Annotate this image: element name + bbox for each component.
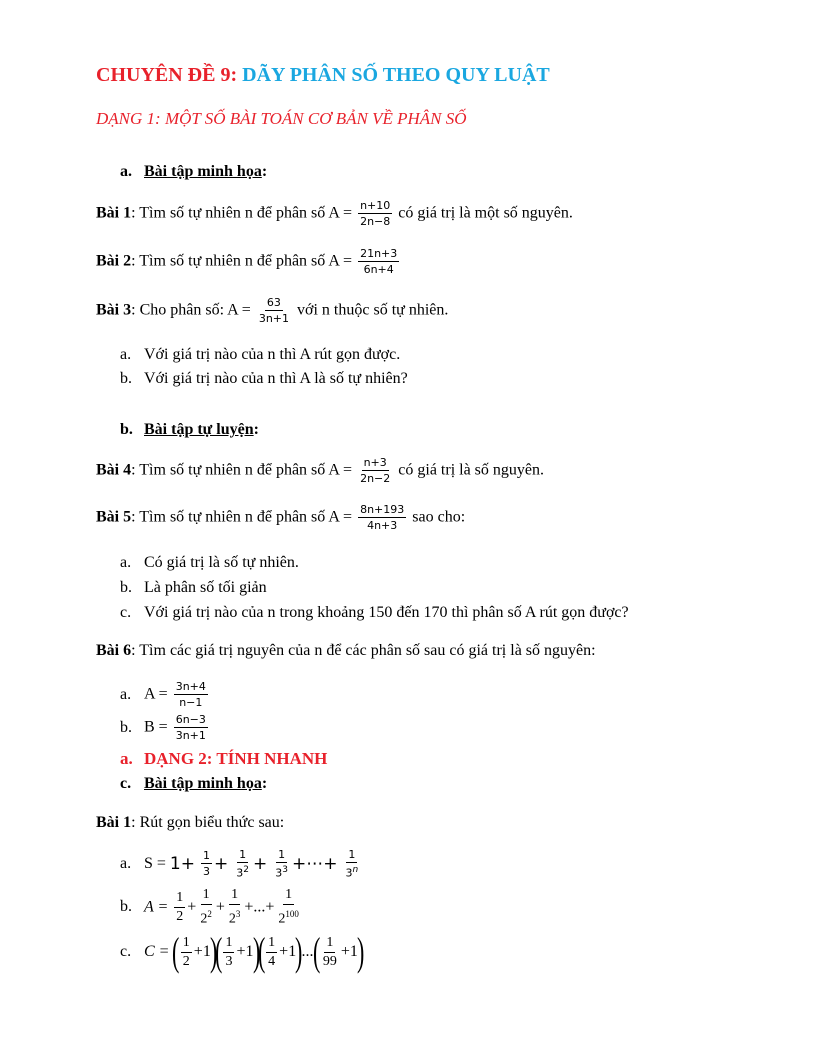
- fraction: $\frac{3n+4}{n-1}$: [175, 680, 206, 709]
- list-item: b. Với giá trị nào của n thì A là số tự nhiên?: [120, 370, 408, 387]
- page-title: [96, 64, 550, 87]
- fraction: $\frac{n+3}{2n-2}$: [360, 456, 391, 485]
- list-item: a. Với giá trị nào của n thì A rút gọn được.: [120, 346, 401, 363]
- fraction: $\frac{1}{3}$: [225, 934, 233, 969]
- fraction: $\frac{1}{2}$: [182, 934, 190, 969]
- exercise-4: Bài 4: Tìm số tự nhiên n để phân số A = $\frac{n+3}{2n-2}$ có giá trị là số nguyên.: [96, 456, 545, 485]
- fraction: $\frac{1}{3}$: [203, 849, 210, 879]
- page-subtitle: DẠNG 1: MỘT SỐ BÀI TOÁN CƠ BẢN VỀ PHÂN SỐ: [96, 109, 467, 128]
- list-item: a. A = $\frac{3n+4}{n-1}$: [120, 680, 206, 709]
- fraction: $\frac{6n-3}{3n+1}$: [175, 713, 206, 742]
- section-a-heading: a. Bài tập minh họa:: [120, 163, 268, 180]
- list-item: b. Là phân số tối giản: [120, 579, 267, 596]
- fraction: $\frac{1}{99}$: [322, 934, 337, 969]
- exercise-3: Bài 3: Cho phân số: A = $\frac{63}{3n+1}$ với n thuộc số tự nhiên.: [96, 296, 449, 325]
- fraction: $\frac{1}{3^n}$: [345, 848, 359, 880]
- expression-s: a. S = 1+ $\frac{1}{3}$ + $\frac{1}{3^2}$ + $\frac{1}{3^3}$ +⋯+ $\frac{1}{3^n}$: [120, 848, 359, 880]
- list-item: b. B = $\frac{6n-3}{3n+1}$: [120, 713, 206, 742]
- fraction: $\frac{1}{2}$: [176, 889, 184, 924]
- list-item: c. Với giá trị nào của n trong khoảng 150 đến 170 thì phân số A rút gọn được?: [120, 604, 629, 621]
- fraction: $\frac{n+10}{2n-8}$: [360, 199, 391, 228]
- fraction: $\frac{1}{2^3}$: [228, 887, 241, 927]
- fraction: $\frac{1}{3^3}$: [275, 848, 288, 880]
- section-b-heading: b. Bài tập tự luyện:: [120, 421, 259, 438]
- fraction: $\frac{1}{2^{100}}$: [278, 887, 299, 927]
- title-prefix: CHUYÊN ĐỀ 9:: [96, 64, 238, 86]
- section-c-heading: c. Bài tập minh họa:: [120, 775, 268, 792]
- fraction: $\frac{1}{4}$: [268, 934, 276, 969]
- fraction: $\frac{21n+3}{6n+4}$: [360, 247, 398, 276]
- expression-a: b. A = $\frac{1}{2}$ + $\frac{1}{2^2}$ + $\frac{1}{2^3}$ +...+ $\frac{1}{2^{100}}$: [120, 887, 299, 927]
- section-dang2-heading: a. DẠNG 2: TÍNH NHANH: [120, 749, 328, 768]
- fraction: $\frac{1}{2^2}$: [200, 887, 212, 927]
- expression-c: c. C = ( $\frac{1}{2}$ +1)( $\frac{1}{3}$ +1)( $\frac{1}{4}$ +1)...( $\frac{1}{99}$ +1): [120, 929, 365, 974]
- fraction: $\frac{8n+193}{4n+3}$: [360, 503, 405, 532]
- exercise-1-simplify: Bài 1: Rút gọn biểu thức sau:: [96, 814, 285, 831]
- exercise-2: Bài 2: Tìm số tự nhiên n để phân số A = $\frac{21n+3}{6n+4}$: [96, 247, 398, 276]
- fraction: $\frac{63}{3n+1}$: [258, 296, 290, 325]
- exercise-5: Bài 5: Tìm số tự nhiên n để phân số A = $\frac{8n+193}{4n+3}$ sao cho:: [96, 503, 466, 532]
- fraction: $\frac{1}{3^2}$: [236, 848, 249, 880]
- exercise-6: Bài 6: Tìm các giá trị nguyên của n để các phân số sau có giá trị là số nguyên:: [96, 642, 596, 659]
- title-main: DÃY PHÂN SỐ THEO QUY LUẬT: [242, 64, 550, 86]
- exercise-1: Bài 1: Tìm số tự nhiên n để phân số A = $\frac{n+10}{2n-8}$ có giá trị là một số nguyên.: [96, 199, 573, 228]
- list-item: a. Có giá trị là số tự nhiên.: [120, 554, 299, 571]
